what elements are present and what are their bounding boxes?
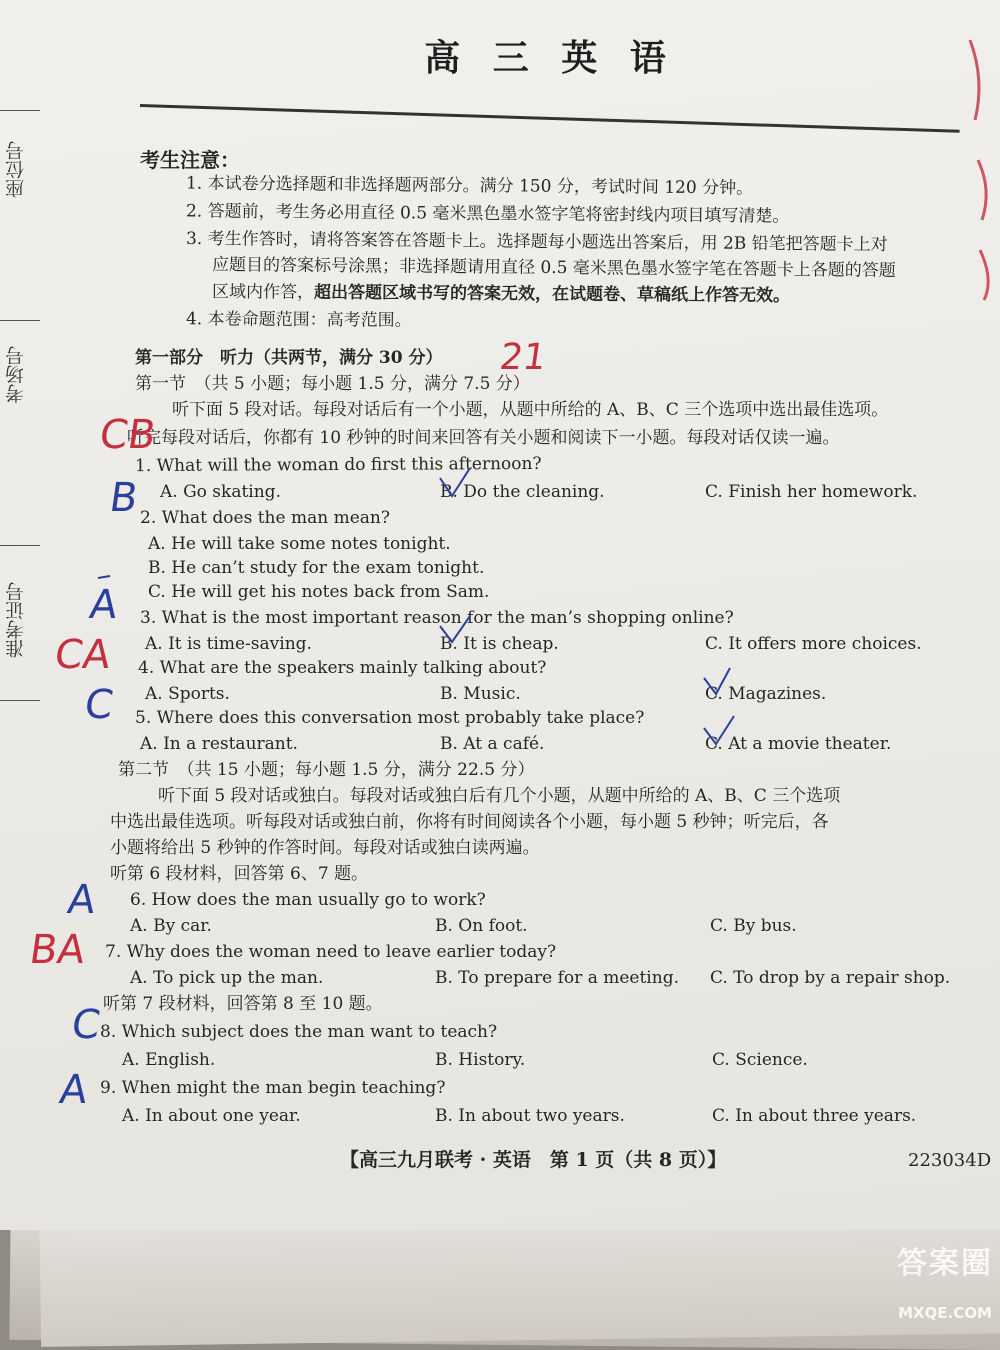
option-b: B. On foot. bbox=[435, 916, 528, 936]
option-a: A. It is time-saving. bbox=[145, 634, 312, 654]
handwritten-answer: A bbox=[56, 1067, 91, 1113]
question-stem: 2. What does the man mean? bbox=[140, 508, 390, 528]
option-b: B. Music. bbox=[440, 684, 521, 704]
option-a: A. Sports. bbox=[145, 684, 230, 704]
handwritten-answer: A bbox=[86, 582, 121, 628]
option-b: B. At a café. bbox=[440, 734, 545, 754]
watermark-logo bbox=[890, 1238, 1000, 1333]
question-stem: 5. Where does this conversation most probably take place? bbox=[135, 708, 645, 728]
exam-code: 223034D bbox=[908, 1150, 992, 1171]
notice-item-emphasis: 超出答题区域书写的答案无效，在试题卷、草稿纸上作答无效。 bbox=[313, 282, 791, 307]
handwritten-answer: B bbox=[106, 475, 141, 521]
page-footer: 【高三九月联考 · 英语 第 1 页（共 8 页）】 bbox=[340, 1149, 727, 1171]
question-stem: 1. What will the woman do first this afternoon? bbox=[134, 453, 542, 477]
question-stem: 7. Why does the woman need to leave earlier today? bbox=[105, 942, 557, 962]
notice-item-text: 区域内作答， bbox=[211, 281, 315, 303]
margin-label-ticket: 准考证号 bbox=[5, 582, 27, 658]
option-a: A. To pick up the man. bbox=[130, 968, 324, 988]
notice-item: 3. 考生作答时，请将答案答在答题卡上。选择题每小题选出答案后，用 2B 铅笔把答题卡上对 bbox=[185, 228, 888, 256]
option-b: B. In about two years. bbox=[435, 1106, 625, 1126]
section1-instruction: 听下面 5 段对话。每段对话后有一个小题，从题中所给的 A、B、C 三个选项中选出最佳选项。 bbox=[172, 400, 889, 420]
handwritten-note: 21 bbox=[497, 337, 549, 378]
option-a: A. English. bbox=[122, 1050, 216, 1070]
pen-stroke bbox=[98, 576, 110, 578]
section2-heading: 第二节 （共 15 小题；每小题 1.5 分，满分 22.5 分） bbox=[118, 760, 535, 780]
question-stem: 9. When might the man begin teaching? bbox=[100, 1078, 446, 1098]
option-a: A. Go skating. bbox=[160, 482, 281, 502]
handwritten-answer: C bbox=[81, 682, 117, 728]
question-stem: 6. How does the man usually go to work? bbox=[130, 890, 486, 910]
section2-instruction: 听下面 5 段对话或独白。每段对话或独白后有几个小题，从题中所给的 A、B、C 三个选项 bbox=[158, 786, 841, 806]
notice-item: 1. 本试卷分选择题和非选择题两部分。满分 150 分，考试时间 120 分钟。 bbox=[185, 173, 754, 199]
question-stem: 3. What is the most important reason for the man’s shopping online? bbox=[140, 608, 734, 628]
option-b: B. Do the cleaning. bbox=[440, 482, 605, 502]
pen-stroke bbox=[970, 40, 979, 120]
handwritten-answer: CA bbox=[51, 632, 114, 678]
watermark-text: 答案圈 bbox=[897, 1246, 993, 1281]
part1-heading: 第一部分 听力（共两节，满分 30 分） bbox=[135, 348, 443, 368]
option-b: B. To prepare for a meeting. bbox=[435, 968, 679, 988]
handwritten-answer: BA bbox=[26, 927, 89, 973]
option-a: A. By car. bbox=[130, 916, 212, 936]
option-a: A. In about one year. bbox=[122, 1106, 301, 1126]
check-mark bbox=[440, 468, 470, 496]
option-c: C. It offers more choices. bbox=[705, 634, 922, 654]
option-c: C. He will get his notes back from Sam. bbox=[148, 582, 490, 602]
question-stem: 8. Which subject does the man want to teach? bbox=[100, 1022, 498, 1042]
notice-item: 2. 答题前，考生务必用直径 0.5 毫米黑色墨水签字笔将密封线内项目填写清楚。 bbox=[185, 201, 790, 227]
check-mark bbox=[440, 616, 470, 642]
option-a: A. In a restaurant. bbox=[140, 734, 298, 754]
material-heading: 听第 7 段材料，回答第 8 至 10 题。 bbox=[103, 994, 383, 1014]
option-b: B. He can’t study for the exam tonight. bbox=[148, 558, 485, 578]
notice-item: 4. 本卷命题范围：高考范围。 bbox=[185, 309, 412, 331]
option-a: A. He will take some notes tonight. bbox=[148, 534, 451, 554]
section1-instruction: 听完每段对话后，你都有 10 秒钟的时间来回答有关小题和阅读下一小题。每段对话仅读一遍。 bbox=[127, 428, 840, 448]
pen-stroke bbox=[978, 160, 986, 220]
material-heading: 听第 6 段材料，回答第 6、7 题。 bbox=[110, 864, 369, 884]
option-b: B. It is cheap. bbox=[440, 634, 559, 654]
notice-heading: 考生注意： bbox=[140, 148, 240, 172]
margin-label-room: 考场号 bbox=[5, 346, 27, 404]
section2-instruction: 小题将给出 5 秒钟的作答时间。每段对话或独白读两遍。 bbox=[110, 838, 540, 858]
section1-heading: 第一节 （共 5 小题；每小题 1.5 分，满分 7.5 分） bbox=[135, 374, 530, 394]
option-c: C. By bus. bbox=[710, 916, 797, 936]
handwritten-answer: CB bbox=[96, 412, 159, 458]
option-c: C. At a movie theater. bbox=[705, 734, 892, 754]
option-b: B. History. bbox=[435, 1050, 526, 1070]
option-c: C. In about three years. bbox=[712, 1106, 917, 1126]
option-c: C. Science. bbox=[712, 1050, 808, 1070]
margin-label-seat: 座位号 bbox=[5, 141, 27, 199]
pen-stroke bbox=[980, 250, 988, 300]
section2-instruction: 中选出最佳选项。听每段对话或独白前，你将有时间阅读各个小题，每小题 5 秒钟；听完后，各 bbox=[110, 812, 829, 832]
handwritten-answer: A bbox=[64, 877, 99, 923]
handwritten-answer: C bbox=[68, 1002, 104, 1048]
option-c: C. Finish her homework. bbox=[705, 482, 918, 502]
check-mark bbox=[704, 716, 734, 744]
page-title: 高 三 英 语 bbox=[424, 37, 676, 79]
question-stem: 4. What are the speakers mainly talking about? bbox=[138, 658, 547, 678]
watermark-url: MXQE.COM bbox=[898, 1304, 992, 1322]
check-mark bbox=[704, 668, 730, 694]
option-c: C. To drop by a repair shop. bbox=[710, 968, 951, 988]
notice-item: 应题目的答案标号涂黑；非选择题请用直径 0.5 毫米黑色墨水签字笔在答题卡上各题的答题 bbox=[211, 255, 896, 281]
option-c: C. Magazines. bbox=[705, 684, 827, 704]
